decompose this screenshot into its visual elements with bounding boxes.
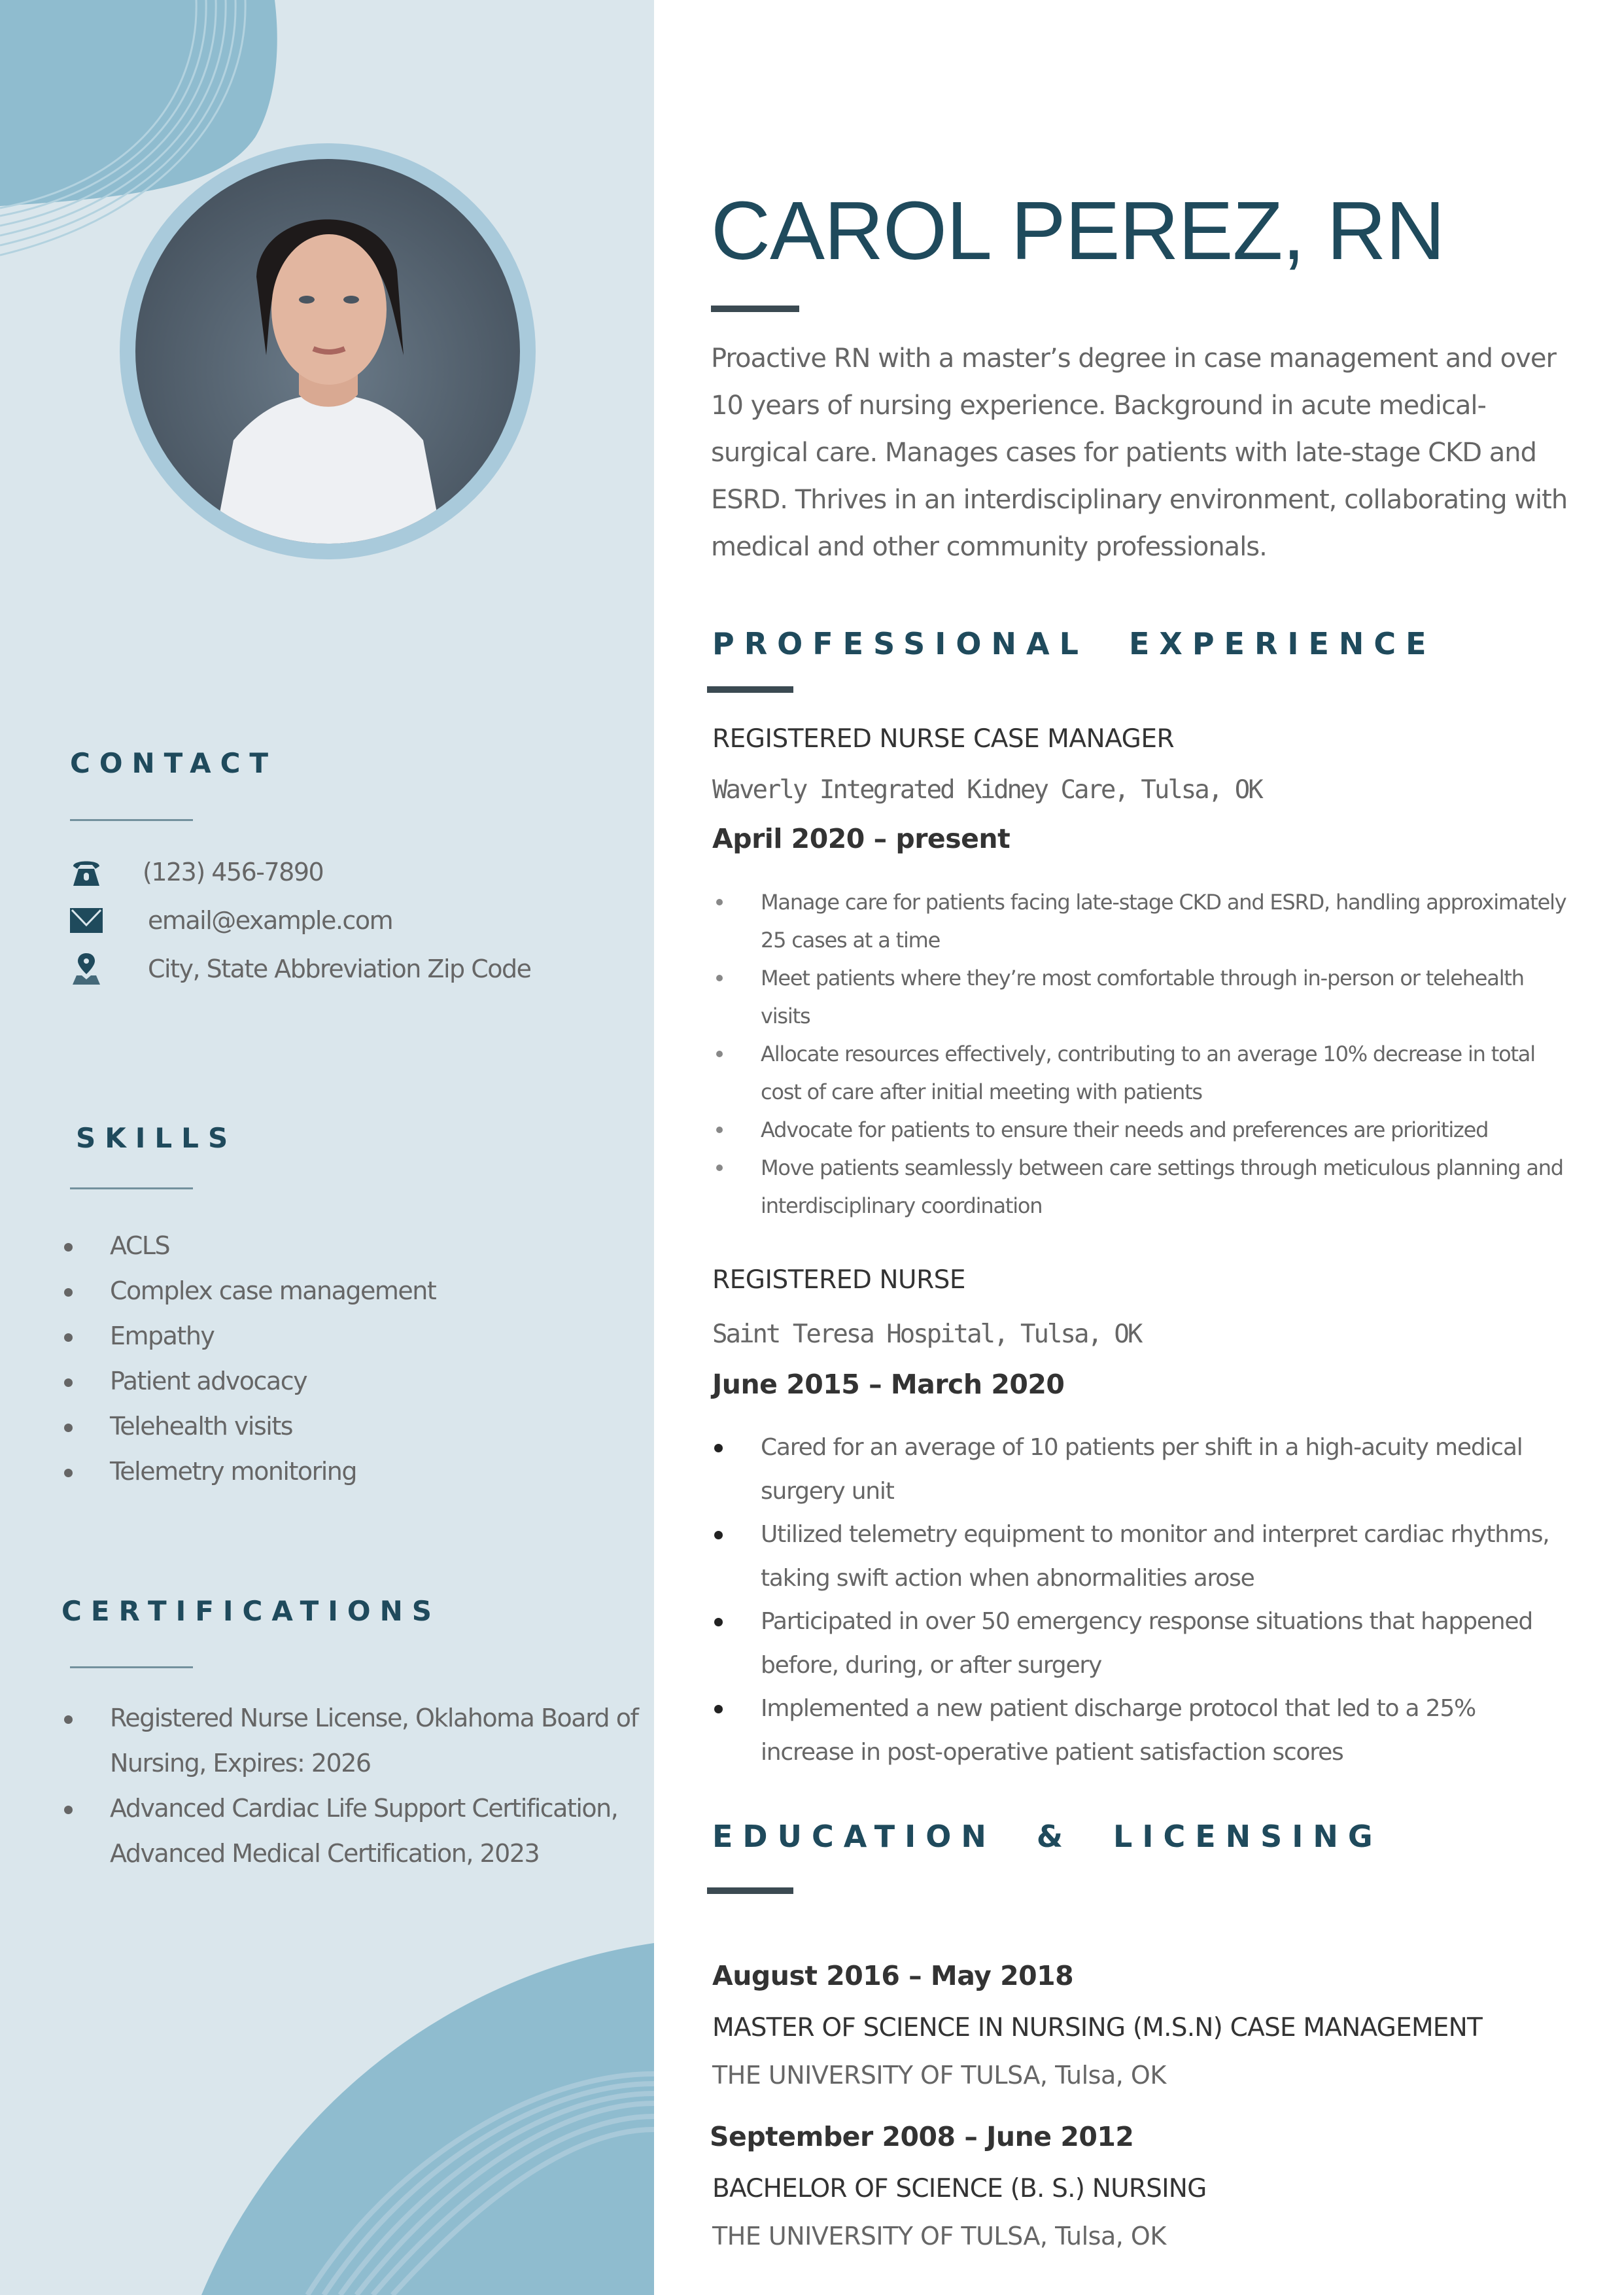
certifications-divider (70, 1666, 193, 1668)
skill-item: Telehealth visits (64, 1404, 640, 1449)
job-company: Saint Teresa Hospital, Tulsa, OK (712, 1320, 1141, 1349)
bottom-right-circle (201, 1943, 654, 2295)
summary: Proactive RN with a master’s degree in case management and over 10 years of nursing experience. Background in acute medical-surgical care. Manages cases for patients with late-stage CKD and ESRD. Thrives in an interdisciplinary environment, collaborating with medical and other community professionals. (711, 343, 1568, 562)
job-company: Waverly Integrated Kidney Care, Tulsa, OK (712, 775, 1262, 805)
job-title: REGISTERED NURSE CASE MANAGER (712, 724, 1175, 754)
job-bullets (711, 1426, 1568, 1774)
candidate-name: CAROL PEREZ, RN (711, 184, 1445, 277)
location-pin-icon (69, 953, 104, 985)
job-dates: April 2020 – present (712, 823, 1011, 854)
education-heading: EDUCATION & LICENSING (712, 1819, 1383, 1854)
skill-item: Patient advocacy (64, 1359, 640, 1404)
job-bullet: Meet patients where they’re most comfortable through in-person or telehealth visits (711, 959, 1568, 1035)
skills-divider (70, 1187, 193, 1189)
job-bullet: Manage care for patients facing late-stage CKD and ESRD, handling approximately 25 cases at a time (711, 883, 1568, 959)
experience-divider (707, 686, 793, 693)
skill-item: Empathy (64, 1314, 640, 1359)
skill-item: Telemetry monitoring (64, 1449, 640, 1494)
job-bullet: Utilized telemetry equipment to monitor and interpret cardiac rhythms, taking swift action when abnormalities arose (711, 1513, 1568, 1600)
education-dates: September 2008 – June 2012 (710, 2121, 1134, 2152)
education-school: THE UNIVERSITY OF TULSA, Tulsa, OK (712, 2061, 1166, 2090)
education-degree: BACHELOR OF SCIENCE (B. S.) NURSING (712, 2174, 1207, 2203)
job-title: REGISTERED NURSE (712, 1265, 966, 1295)
job-bullets (711, 883, 1568, 1225)
contact-phone (69, 852, 324, 892)
contact-divider (70, 819, 193, 821)
job-bullet: Participated in over 50 emergency response situations that happened before, during, or after surgery (711, 1600, 1568, 1687)
education-degree: MASTER OF SCIENCE IN NURSING (M.S.N) CASE MANAGEMENT (712, 2013, 1483, 2042)
job-dates: June 2015 – March 2020 (712, 1369, 1065, 1400)
certifications-heading: CERTIFICATIONS (61, 1595, 441, 1627)
education-school: THE UNIVERSITY OF TULSA, Tulsa, OK (712, 2222, 1166, 2251)
profile-photo-image (135, 159, 520, 544)
address-text: City, State Abbreviation Zip Code (148, 955, 531, 983)
job-bullet: Cared for an average of 10 patients per shift in a high-acuity medical surgery unit (711, 1426, 1568, 1513)
profile-photo (120, 143, 536, 559)
job-bullet: Advocate for patients to ensure their needs and preferences are prioritized (711, 1111, 1568, 1149)
name-underline (711, 306, 799, 312)
skill-item: ACLS (64, 1223, 640, 1269)
phone-text[interactable]: (123) 456-7890 (143, 858, 324, 886)
phone-icon (69, 856, 104, 888)
certification-item: Registered Nurse License, Oklahoma Board of Nursing, Expires: 2026 (64, 1696, 640, 1786)
email-text[interactable]: email@example.com (148, 906, 393, 935)
experience-heading: PROFESSIONAL EXPERIENCE (712, 626, 1436, 661)
sidebar (0, 0, 654, 2295)
job-bullet: Allocate resources effectively, contributing to an average 10% decrease in total cost of care after initial meeting with patients (711, 1035, 1568, 1111)
certification-item: Advanced Cardiac Life Support Certification, Advanced Medical Certification, 2023 (64, 1786, 640, 1876)
education-dates: August 2016 – May 2018 (712, 1960, 1074, 1991)
contact-heading: CONTACT (70, 747, 278, 779)
job-bullet: Move patients seamlessly between care settings through meticulous planning and interdisciplinary coordination (711, 1149, 1568, 1225)
education-divider (707, 1887, 793, 1894)
skill-item: Complex case management (64, 1269, 640, 1314)
contact-address (69, 949, 531, 989)
certifications-list (64, 1696, 640, 1876)
skills-list (64, 1223, 640, 1494)
contact-email (69, 901, 393, 940)
job-bullet: Implemented a new patient discharge protocol that led to a 25% increase in post-operative patient satisfaction scores (711, 1687, 1568, 1774)
envelope-icon (69, 904, 104, 937)
skills-heading: SKILLS (76, 1122, 237, 1154)
